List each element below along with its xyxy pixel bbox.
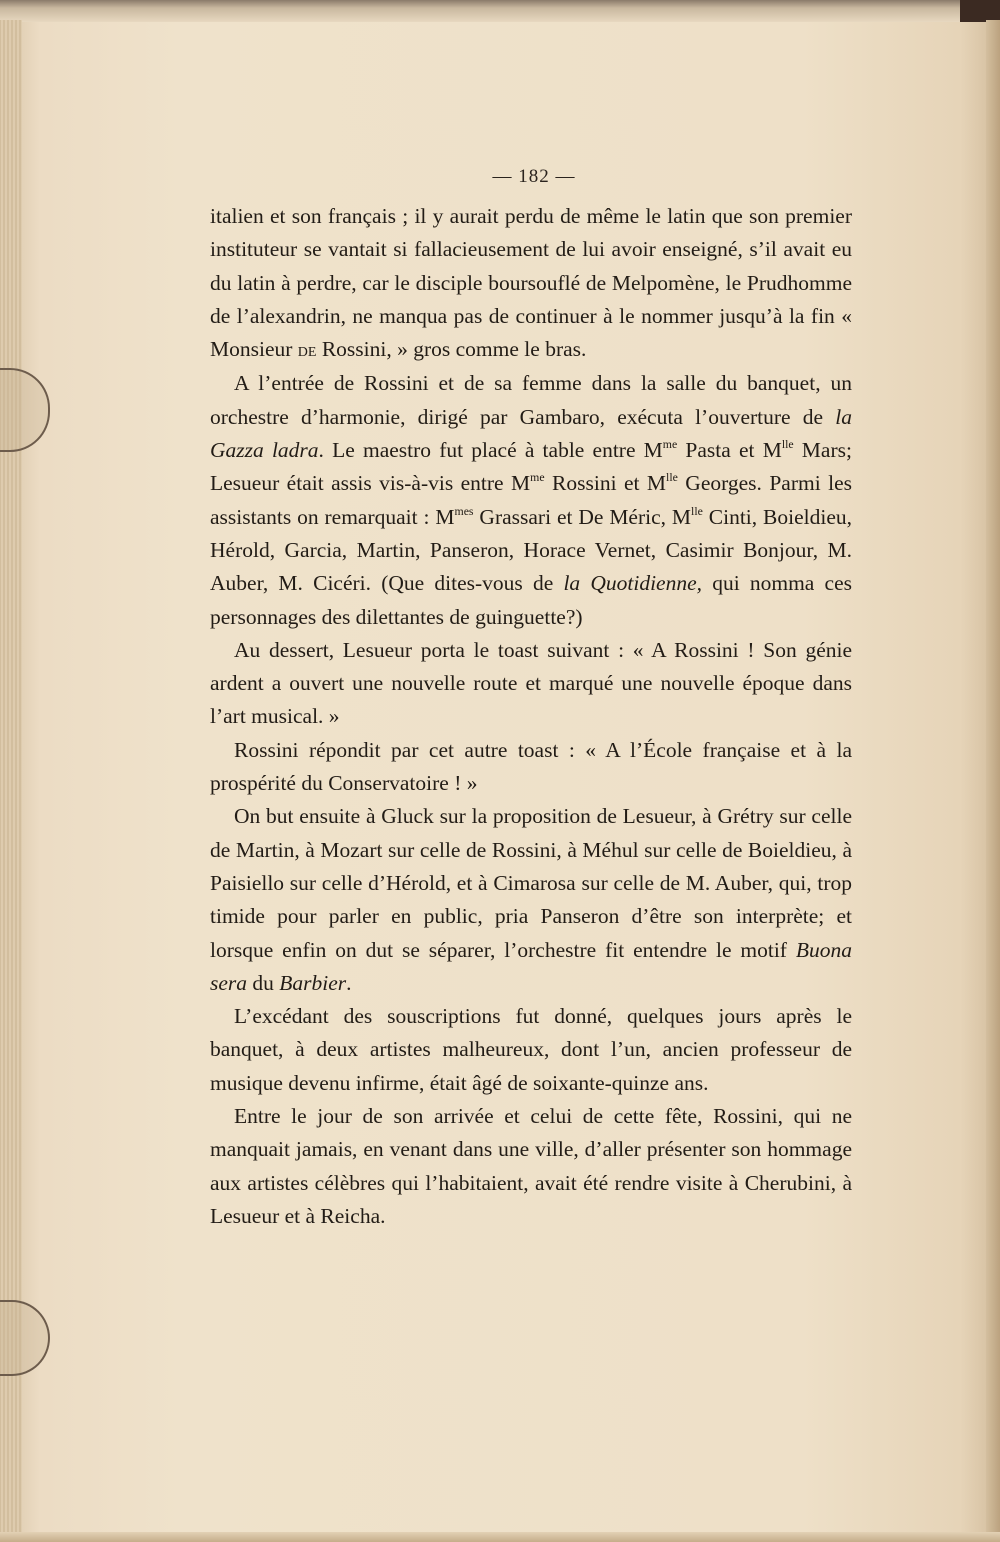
text-run: Grassari et De Méric, M bbox=[473, 504, 692, 529]
text-run: qui nomma ces personnages des dilettantes de guinguette?) bbox=[210, 571, 852, 629]
text-run: A l’entrée de Rossini et de sa femme dans la salle du banquet, un orchestre d’harmonie, dirigé par Gambaro, exécuta l’ouverture de bbox=[210, 371, 852, 429]
text-run: Georges. Parmi les assistants on remarquait : M bbox=[210, 471, 853, 529]
italic-title: la Gazza ladra bbox=[210, 404, 852, 463]
text-run: . Le maestro fut placé à table entre M bbox=[318, 438, 663, 463]
text-run: Mars; Lesueur était assis vis-à-vis entre M bbox=[210, 438, 852, 496]
text-run: italien et son français ; il y aurait perdu de même le latin que son premier instituteur se vantait si fallacieusement de lui avoir enseigné, s’il avait eu du latin à perdre, car le disciple boursouflé de Melpomène, le Prudhomme de l’alexandrin, ne manqua pas de continuer à le nommer jusqu’à la fin « Monsieur bbox=[210, 204, 852, 362]
binding-clip-icon bbox=[0, 368, 50, 452]
text-run: Rossini, » gros comme le bras. bbox=[316, 337, 587, 362]
text-run: du bbox=[247, 970, 280, 995]
paragraph bbox=[210, 734, 852, 801]
page-bottom-edge bbox=[0, 1532, 1000, 1542]
paragraph bbox=[210, 1100, 852, 1233]
paragraph bbox=[210, 634, 852, 734]
text-run: Rossini répondit par cet autre toast : « A l’École française et à la prospérité du Conservatoire ! » bbox=[210, 737, 852, 796]
paragraph bbox=[210, 200, 852, 367]
small-caps-text: de bbox=[297, 340, 317, 362]
superscript: lle bbox=[666, 470, 678, 485]
paragraph bbox=[210, 367, 852, 633]
text-run: Au dessert, Lesueur porta le toast suivant : « A Rossini ! Son génie ardent a ouvert une nouvelle route et marqué une nouvelle époque dans l’art musical. » bbox=[210, 637, 852, 729]
superscript: mes bbox=[454, 503, 474, 518]
text-run: Cinti, Boieldieu, Hérold, Garcia, Martin, Panseron, Horace Vernet, Casimir Bonjour, M. Auber, M. Cicéri. (Que dites-vous de bbox=[210, 504, 852, 596]
superscript: me bbox=[530, 470, 545, 485]
text-run: Entre le jour de son arrivée et celui de cette fête, Rossini, qui ne manquait jamais, en venant dans une ville, d’aller présenter son hommage aux artistes célèbres qui l’habitaient, avait été rendre visite à Cherubini, à Lesueur et à Reicha. bbox=[210, 1104, 852, 1228]
paragraph bbox=[210, 1000, 852, 1100]
binding-clip-icon bbox=[0, 1300, 50, 1376]
text-run: On but ensuite à Gluck sur la proposition de Lesueur, à Grétry sur celle de Martin, à Mozart sur celle de Rossini, à Méhul sur celle de Boieldieu, à Paisiello sur celle d’Hérold, et à Cimarosa sur celle de M. Auber, qui, trop timide pour parler en public, pria Panseron d’être son interprète; et lorsque enfin on dut se séparer, l’orchestre fit entendre le motif bbox=[210, 804, 852, 962]
paragraph bbox=[210, 800, 852, 1000]
superscript: lle bbox=[691, 503, 703, 518]
page-right-edge bbox=[986, 20, 1000, 1542]
superscript: me bbox=[662, 437, 678, 452]
italic-title: Barbier bbox=[279, 970, 347, 995]
text-run: . bbox=[346, 970, 352, 995]
superscript: lle bbox=[781, 437, 794, 452]
italic-title: Buona sera bbox=[210, 937, 852, 995]
page-top-edge bbox=[0, 0, 1000, 22]
body-text bbox=[210, 200, 852, 1233]
text-run: L’excédant des souscriptions fut donné, quelques jours après le banquet, à deux artistes malheureux, dont l’un, ancien professeur de musique devenu infirme, était âgé de soixante-quinze ans. bbox=[210, 1004, 852, 1095]
text-run: Rossini et M bbox=[544, 471, 667, 496]
italic-title: la Quotidienne, bbox=[563, 571, 703, 596]
page-number: — 182 — bbox=[492, 166, 576, 187]
text-run: Pasta et M bbox=[677, 438, 782, 463]
